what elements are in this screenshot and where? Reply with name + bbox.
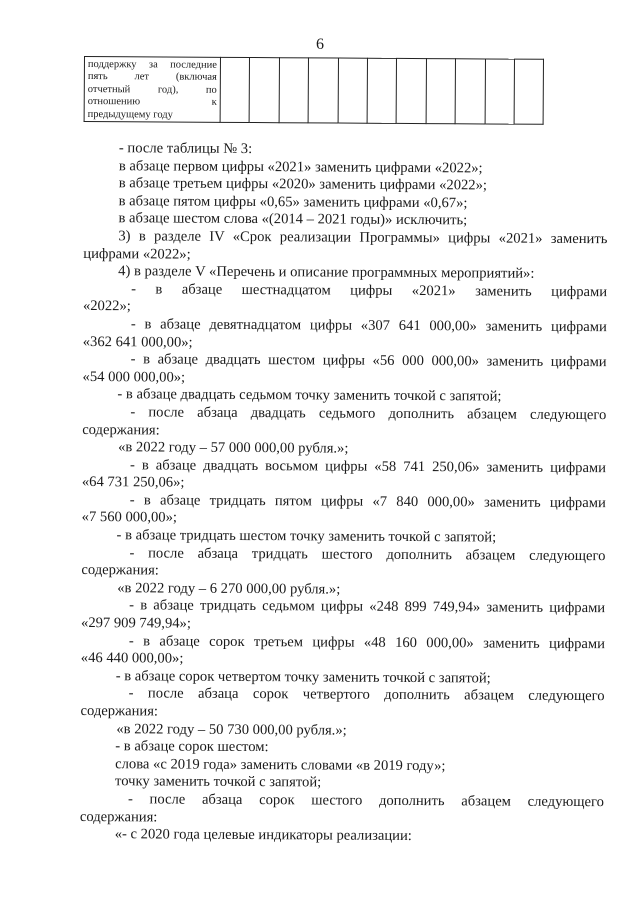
table-label-word: год),	[157, 84, 179, 96]
paragraph-line: - в абзаце сорок шестом:	[115, 738, 269, 756]
table-cell-empty	[396, 58, 426, 123]
table-label-word: (включая	[175, 71, 217, 84]
paragraph-line: «64 731 250,06»;	[81, 474, 185, 491]
paragraph-line: - в абзаце двадцать восьмом цифры «58 741 250,06» заменить цифрами	[129, 456, 607, 476]
paragraph-line: - в абзаце двадцать шестом цифры «56 000 000,00» заменить цифрами	[130, 351, 607, 371]
paragraph-line: - в абзаце тридцать седьмом цифры «248 899 749,94» заменить цифрами	[129, 597, 606, 617]
paragraph-line: «7 560 000,00»;	[81, 509, 178, 527]
table-label-word: к	[211, 96, 217, 109]
paragraph-line: содержания:	[80, 702, 159, 720]
paragraph-line: «в 2022 году – 6 270 000,00 рубля.»;	[117, 580, 341, 598]
paragraph-line: 3) в разделе IV «Срок реализации Программы» цифры «2021» заменить	[118, 228, 608, 248]
paragraph-line: в абзаце первом цифры «2021» заменить цифрами «2022»;	[118, 157, 483, 177]
table-label-word: за	[148, 59, 158, 71]
paragraph-line: - после абзаца сорок шестого дополнить абзацем следующего	[127, 791, 605, 811]
paragraph-line: точку заменить точкой с запятой;	[115, 773, 322, 791]
paragraph-line: «362 641 000,00»;	[82, 333, 193, 351]
paragraph-line: в абзаце шестом слова «(2014 – 2021 годы)» исключить;	[118, 210, 468, 229]
paragraph-line: - в абзаце девятнадцатом цифры «307 641 000,00» заменить цифрами	[130, 316, 607, 336]
table-label-word: отношению	[87, 96, 141, 108]
paragraph-line: содержания:	[81, 562, 159, 579]
table-label-word: лет	[134, 71, 150, 83]
table-cell-empty	[279, 58, 309, 123]
table-label-word: пять	[87, 71, 108, 83]
paragraph-line: «2022»;	[82, 298, 131, 315]
paragraph-line: «297 909 749,94»;	[81, 615, 191, 632]
paragraph-line: в абзаце третьем цифры «2020» заменить цифрами «2022»;	[118, 175, 488, 194]
table-cell-empty	[220, 57, 250, 122]
paragraph-line: - в абзаце шестнадцатом цифры «2021» заменить цифрами	[131, 281, 608, 300]
paragraph-line: - в абзаце тридцать шестом точку заменить точкой с запятой;	[116, 527, 497, 546]
table-label-line	[88, 109, 217, 122]
table-cell-empty	[426, 59, 456, 124]
table-cell-indicator-label	[84, 57, 220, 123]
table-label-word: последние	[170, 59, 217, 71]
table-row	[84, 57, 544, 125]
table-fragment	[84, 56, 545, 125]
table-label-line	[88, 59, 217, 72]
table-cell-empty	[308, 58, 338, 123]
paragraph-line: «- с 2020 года целевые индикаторы реализации:	[114, 826, 412, 845]
paragraph-line: - после абзаца сорок четвертого дополнить абзацем следующего	[128, 685, 605, 705]
table-cell-empty	[485, 59, 515, 124]
table-label-word: отчетный	[87, 83, 131, 96]
paragraph-line: - после абзаца двадцать седьмого дополнить абзацем следующего	[130, 404, 607, 424]
table-cell-empty	[514, 59, 544, 124]
paragraph-line: содержания:	[82, 421, 160, 438]
paragraph-line: в абзаце пятом цифры «0,65» заменить цифрами «0,67»;	[118, 192, 468, 212]
table-cell-empty	[249, 58, 279, 123]
table-label-word: по	[205, 84, 217, 96]
table-label-word: поддержку	[87, 59, 137, 71]
table-cell-empty	[367, 58, 397, 123]
paragraph-line: - после таблицы № 3:	[118, 140, 253, 158]
paragraph-line: слова «с 2019 года» заменить словами «в 2019 году»;	[115, 755, 446, 775]
table-label-line	[88, 71, 217, 84]
table-label-word: предыдущему году	[87, 108, 173, 121]
paragraph-line: содержания:	[79, 808, 158, 826]
paragraph-line: «54 000 000,00»;	[82, 368, 186, 386]
paragraph-line: «в 2022 году – 57 000 000,00 рубля.»;	[118, 439, 349, 457]
paragraph-line: 4) в разделе V «Перечень и описание программных мероприятий»:	[118, 263, 535, 282]
paragraph-line: - в абзаце сорок третьем цифры «48 160 000,00» заменить цифрами	[128, 632, 605, 652]
paragraph-line: «в 2022 году – 50 730 000,00 рубля.»;	[116, 720, 347, 739]
paragraph-line: - после абзаца тридцать шестого дополнить абзацем следующего	[129, 544, 606, 564]
table-label-line	[88, 84, 217, 97]
paragraph-line: - в абзаце тридцать пятом цифры «7 840 000,00» заменить цифрами	[129, 492, 606, 512]
page-number: 6	[316, 36, 324, 53]
table-cell-empty	[338, 58, 368, 123]
paragraph-line: - в абзаце двадцать седьмом точку заменить точкой с запятой;	[117, 386, 502, 405]
document-body	[80, 140, 608, 847]
paragraph-line: цифрами «2022»;	[83, 245, 191, 263]
table-label-line	[88, 96, 217, 109]
paragraph-line: - в абзаце сорок четвертом точку заменить точкой с запятой;	[115, 668, 491, 687]
paragraph-line: «46 440 000,00»;	[80, 650, 184, 667]
table-cell-empty	[455, 59, 485, 124]
